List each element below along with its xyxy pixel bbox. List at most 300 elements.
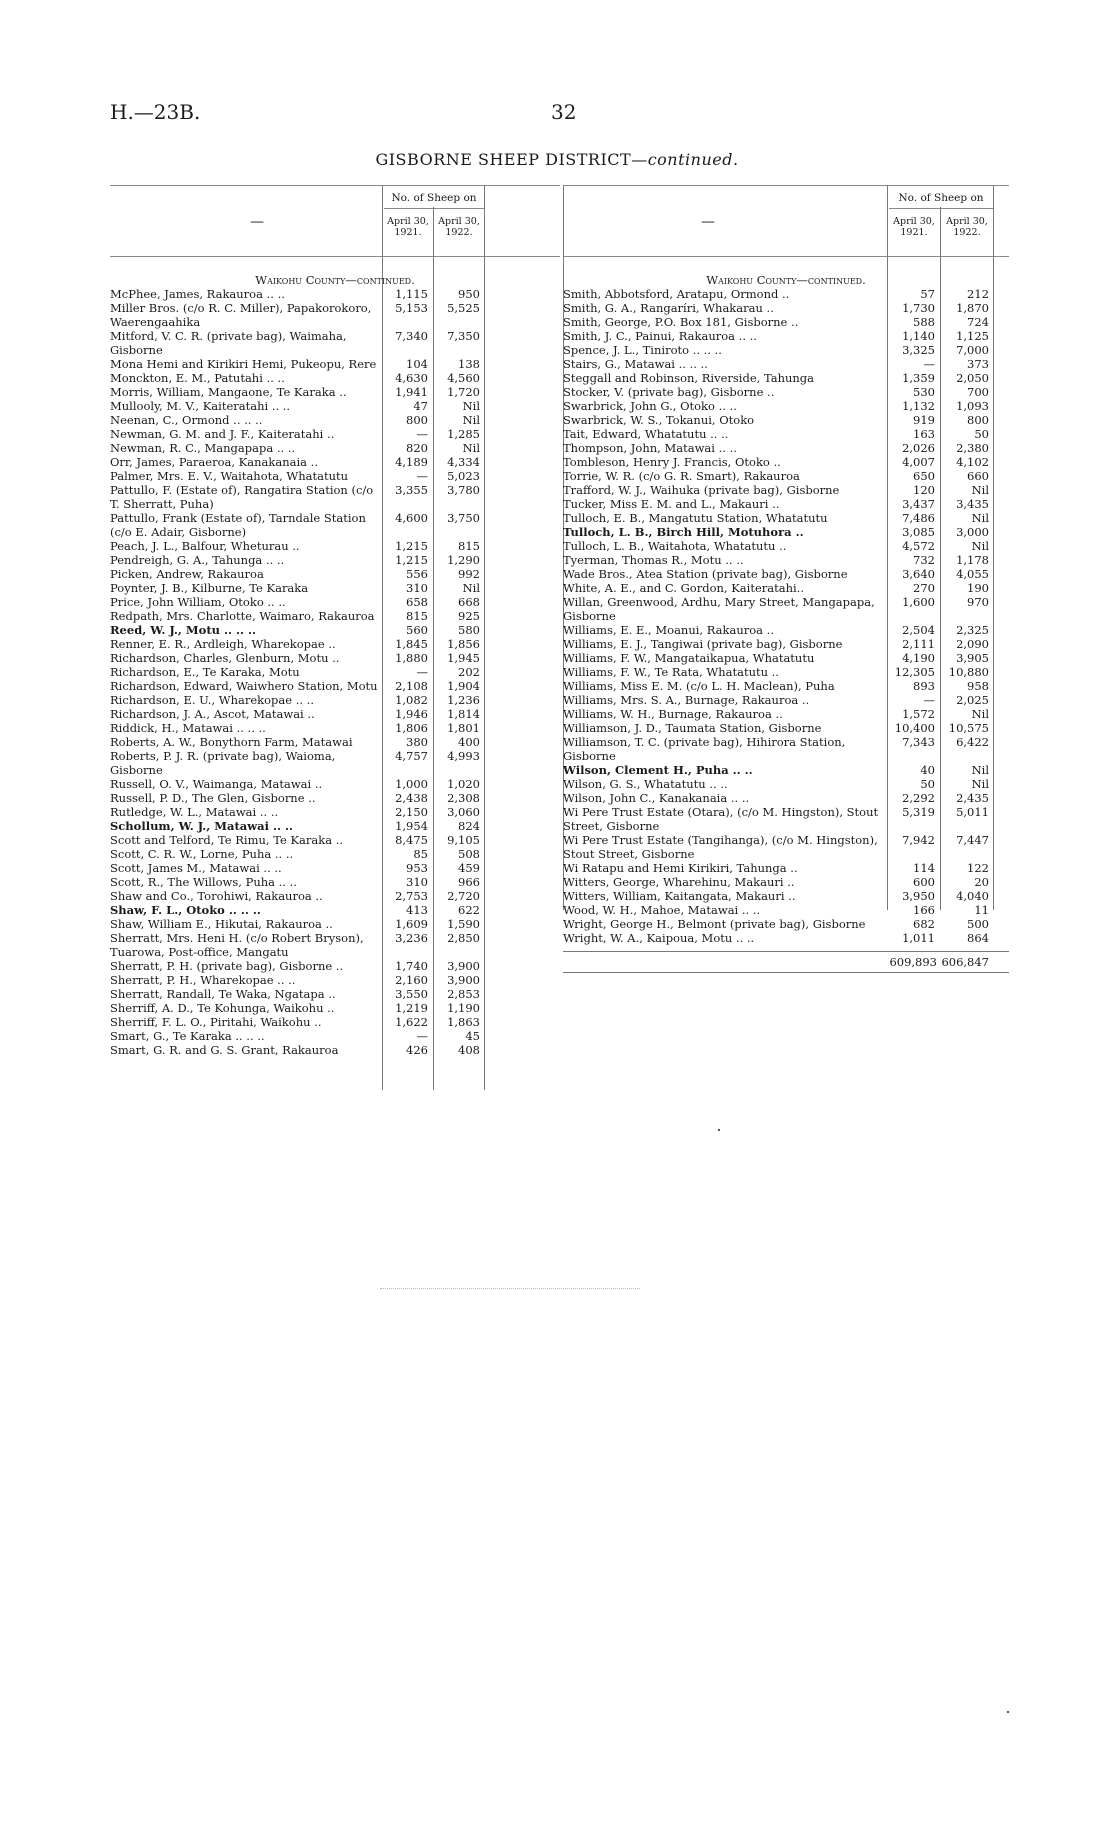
header-group-rule [384,208,484,209]
sheep-1921: 1,000 [395,777,428,791]
table-row [563,455,1009,469]
header-col-1921: April 30, 1921. [387,216,429,238]
sheep-1921: 3,085 [902,525,935,539]
sheep-1922: 1,720 [447,385,480,399]
table-row [563,707,1009,721]
sheep-1922: 3,060 [447,805,480,819]
sheep-1922: 11 [974,903,989,917]
sheep-1922: 2,308 [447,791,480,805]
sheep-1922: 2,853 [447,987,480,1001]
sheep-1921: 7,942 [902,833,935,847]
sheep-1921: 2,150 [395,805,428,819]
holder-name: Williams, F. W., Mangataikapua, Whatatutu [563,651,815,665]
table-row [563,413,1009,427]
sheep-1921: 530 [913,385,935,399]
table-row [110,917,560,931]
holder-name: Swarbrick, W. S., Tokanui, Otoko [563,413,755,427]
holder-name: Sherratt, Mrs. Heni H. (c/o Robert Bryson), Tuarowa, Post-office, Mangatu [110,931,364,959]
sheep-1922: 1,190 [447,1001,480,1015]
holder-name: Spence, J. L., Tiniroto .. .. .. [563,343,722,357]
holder-name: Willan, Greenwood, Ardhu, Mary Street, Mangapapa, Gisborne [563,595,875,623]
holder-name: Redpath, Mrs. Charlotte, Waimaro, Rakauroa [110,609,375,623]
table-row [110,973,560,987]
table-row [110,609,560,623]
sheep-1921: 4,189 [395,455,428,469]
table-row [110,693,560,707]
holder-name: Tulloch, L. B., Waitahota, Whatatutu .. [563,539,787,553]
sheep-1922: 2,090 [956,637,989,651]
sheep-1922: 500 [967,917,989,931]
table-row [563,581,1009,595]
sheep-1921: 4,630 [395,371,428,385]
sheep-1922: 400 [458,735,480,749]
sheep-1922: 3,900 [447,973,480,987]
holder-name: Shaw and Co., Torohiwi, Rakauroa .. [110,889,323,903]
sheep-1922: 1,945 [447,651,480,665]
table-row [563,441,1009,455]
sheep-1922: 5,011 [956,805,989,819]
table-row [563,889,1009,903]
table-row [563,371,1009,385]
holder-name: Smith, G. A., Rangaríri, Whakarau .. [563,301,774,315]
table-row [110,595,560,609]
sheep-1921: 380 [406,735,428,749]
sheep-1922: 1,904 [447,679,480,693]
header-group-label: No. of Sheep on [898,192,984,204]
document-reference: H.—23B. [110,100,201,124]
sheep-1922: 459 [458,861,480,875]
holder-name: Smart, G. R. and G. S. Grant, Rakauroa [110,1043,339,1057]
sheep-1922: 1,236 [447,693,480,707]
holder-name: Williams, Mrs. S. A., Burnage, Rakauroa .. [563,693,810,707]
table-row [110,735,560,749]
sheep-1922: 1,814 [447,707,480,721]
sheep-1922: 1,125 [956,329,989,343]
table-row [110,1043,560,1057]
table-row [563,511,1009,525]
right-rows [563,273,1009,973]
table-row [563,679,1009,693]
holder-name: Pattullo, F. (Estate of), Rangatira Station (c/o T. Sherratt, Puha) [110,483,374,511]
sheep-1921: 114 [913,861,935,875]
sheep-1922: 4,040 [956,889,989,903]
sheep-1922: Nil [971,763,989,777]
sheep-1921: — [416,469,428,483]
holder-name: Price, John William, Otoko .. .. [110,595,286,609]
sheep-1922: 2,380 [956,441,989,455]
holder-name: Schollum, W. J., Matawai .. .. [110,819,293,833]
sheep-1922: 1,856 [447,637,480,651]
holder-name: Wilson, John C., Kanakanaia .. .. [563,791,750,805]
sheep-1921: 7,486 [902,511,935,525]
sheep-1921: 4,007 [902,455,935,469]
sheep-1921: 2,292 [902,791,935,805]
sheep-1922: Nil [971,777,989,791]
sheep-1921: 1,115 [395,287,428,301]
sheep-1921: 1,011 [902,931,935,945]
table-row [563,385,1009,399]
table-row [563,903,1009,917]
holder-name: Williams, E. E., Moanui, Rakauroa .. [563,623,774,637]
sheep-1921: 953 [406,861,428,875]
holder-name: Roberts, A. W., Bonythorn Farm, Matawai [110,735,353,749]
holder-name: Peach, J. L., Balfour, Wheturau .. [110,539,300,553]
table-row [110,413,560,427]
holder-name: Mona Hemi and Kirikiri Hemi, Pukeopu, Rere [110,357,377,371]
sheep-1921: 104 [406,357,428,371]
header-group-rule [889,208,993,209]
sheep-1922: 202 [458,665,480,679]
table-row [110,651,560,665]
sheep-1921: — [416,427,428,441]
title-continued: continued. [647,150,739,169]
sheep-1922: 2,025 [956,693,989,707]
sheep-1921: 166 [913,903,935,917]
table-row [563,623,1009,637]
sheep-1921: 50 [920,777,935,791]
table-row [563,497,1009,511]
sheep-1921: 8,475 [395,833,428,847]
holder-name: Roberts, P. J. R. (private bag), Waioma, Gisborne [110,749,336,777]
sheep-1921: 4,572 [902,539,935,553]
holder-name: Wright, George H., Belmont (private bag), Gisborne [563,917,866,931]
sheep-1922: 2,325 [956,623,989,637]
totals-row [563,951,1009,973]
table-row [110,707,560,721]
sheep-1921: 2,026 [902,441,935,455]
sheep-1922: 4,560 [447,371,480,385]
page-title [0,150,1114,169]
sheep-1921: 3,236 [395,931,428,945]
sheep-1922: 1,870 [956,301,989,315]
holder-name: Stairs, G., Matawai .. .. .. [563,357,708,371]
table-row [110,385,560,399]
sheep-1922: 1,093 [956,399,989,413]
total-1921: 609,893 [889,955,937,969]
sheep-1921: 1,954 [395,819,428,833]
holder-name: Williamson, J. D., Taumata Station, Gisborne [563,721,822,735]
sheep-1922: 3,435 [956,497,989,511]
sheep-1922: 724 [967,315,989,329]
sheep-1921: — [923,357,935,371]
sheep-1921: 1,845 [395,637,428,651]
table-row [563,777,1009,791]
table-row [110,441,560,455]
left-table [110,185,560,1057]
sheep-1922: 4,055 [956,567,989,581]
table-row [110,399,560,413]
sheep-1922: 925 [458,609,480,623]
holder-name: Tulloch, L. B., Birch Hill, Motuhora .. [563,525,804,539]
table-row [563,469,1009,483]
sheep-1921: 588 [913,315,935,329]
sheep-1922: 45 [465,1029,480,1043]
page-number: 32 [551,100,577,124]
holder-name: Picken, Andrew, Rakauroa [110,567,264,581]
sheep-1921: — [923,693,935,707]
sheep-1921: — [416,665,428,679]
sheep-1922: 2,050 [956,371,989,385]
table-row [110,371,560,385]
holder-name: Smith, J. C., Painui, Rakauroa .. .. [563,329,757,343]
section-heading: Waikohu County—continued. [255,273,415,287]
sheep-1922: 1,290 [447,553,480,567]
sheep-1921: 600 [913,875,935,889]
sheep-1921: 3,640 [902,567,935,581]
sheep-1921: 310 [406,875,428,889]
right-table-header [563,185,1009,257]
sheep-1922: 815 [458,539,480,553]
holder-name: Tucker, Miss E. M. and L., Makauri .. [563,497,780,511]
table-row [110,623,560,637]
holder-name: Richardson, E. U., Wharekopae .. .. [110,693,314,707]
sheep-1922: 3,750 [447,511,480,525]
holder-name: Poynter, J. B., Kilburne, Te Karaka [110,581,309,595]
holder-name: Scott, C. R. W., Lorne, Puha .. .. [110,847,294,861]
sheep-1921: 413 [406,903,428,917]
table-row [110,329,560,357]
holder-name: Wi Pere Trust Estate (Otara), (c/o M. Hingston), Stout Street, Gisborne [563,805,879,833]
holder-name: Scott, James M., Matawai .. .. [110,861,282,875]
sheep-1921: 2,108 [395,679,428,693]
holder-name: Tyerman, Thomas R., Motu .. .. [563,553,744,567]
holder-name: Wilson, Clement H., Puha .. .. [563,763,753,777]
sheep-1921: 3,950 [902,889,935,903]
header-col-1921: April 30, 1921. [893,216,935,238]
holder-name: Pendreigh, G. A., Tahunga .. .. [110,553,285,567]
holder-name: Steggall and Robinson, Riverside, Tahunga [563,371,815,385]
table-row [563,357,1009,371]
table-row [110,287,560,301]
holder-name: Pattullo, Frank (Estate of), Tarndale Station (c/o E. Adair, Gisborne) [110,511,366,539]
sheep-1921: 1,941 [395,385,428,399]
holder-name: Wright, W. A., Kaipoua, Motu .. .. [563,931,755,945]
right-row-list [563,287,1009,945]
sheep-1922: 3,780 [447,483,480,497]
sheep-1922: 508 [458,847,480,861]
sheep-1922: 3,900 [447,959,480,973]
holder-name: Palmer, Mrs. E. V., Waitahota, Whatatutu [110,469,349,483]
sheep-1921: 1,215 [395,539,428,553]
sheep-1921: 820 [406,441,428,455]
holder-name: Morris, William, Mangaone, Te Karaka .. [110,385,347,399]
holder-name: Monckton, E. M., Patutahi .. .. [110,371,285,385]
holder-name: Swarbrick, John G., Otoko .. .. [563,399,737,413]
sheep-1921: 40 [920,763,935,777]
sheep-1922: 622 [458,903,480,917]
sheep-1921: 5,153 [395,301,428,315]
sheep-1922: 7,000 [956,343,989,357]
table-row [110,455,560,469]
header-label-dash: — [701,214,715,230]
sheep-1922: Nil [462,413,480,427]
table-row [110,791,560,805]
table-row [110,749,560,777]
sheep-1922: 5,023 [447,469,480,483]
sheep-1921: 682 [913,917,935,931]
sheep-1921: 3,355 [395,483,428,497]
sheep-1921: 1,730 [902,301,935,315]
table-row [110,567,560,581]
holder-name: Smith, George, P.O. Box 181, Gisborne .. [563,315,799,329]
header-col-1922: April 30, 1922. [438,216,480,238]
sheep-1922: 10,575 [948,721,989,735]
table-row [110,665,560,679]
sheep-1921: 2,160 [395,973,428,987]
sheep-1922: 7,447 [956,833,989,847]
table-row [110,987,560,1001]
sheep-1922: 1,178 [956,553,989,567]
sheep-1921: 2,111 [902,637,935,651]
holder-name: Orr, James, Paraeroa, Kanakanaia .. [110,455,318,469]
holder-name: Wi Ratapu and Hemi Kirikiri, Tahunga .. [563,861,798,875]
table-row [563,917,1009,931]
sheep-1921: 815 [406,609,428,623]
holder-name: Williams, W. H., Burnage, Rakauroa .. [563,707,783,721]
sheep-1922: 4,102 [956,455,989,469]
sheep-1922: 122 [967,861,989,875]
table-row [110,357,560,371]
sheep-1922: Nil [971,707,989,721]
sheep-1921: 800 [406,413,428,427]
holder-name: Stocker, V. (private bag), Gisborne .. [563,385,775,399]
right-table [563,185,1009,973]
holder-name: Torrie, W. R. (c/o G. R. Smart), Rakauroa [563,469,800,483]
table-row [563,665,1009,679]
sheep-1921: — [416,1029,428,1043]
holder-name: Richardson, E., Te Karaka, Motu [110,665,300,679]
table-row [110,805,560,819]
sheep-1922: 10,880 [948,665,989,679]
sheep-1922: 408 [458,1043,480,1057]
sheep-1921: 1,622 [395,1015,428,1029]
header-group-label: No. of Sheep on [391,192,477,204]
table-row [110,301,560,329]
sheep-1922: 958 [967,679,989,693]
sheep-1922: 1,863 [447,1015,480,1029]
total-1922: 606,847 [941,955,989,969]
holder-name: Richardson, J. A., Ascot, Matawai .. [110,707,315,721]
sheep-1921: 1,219 [395,1001,428,1015]
table-row [110,861,560,875]
sheep-1922: 212 [967,287,989,301]
table-row [563,525,1009,539]
table-row [110,553,560,567]
holder-name: Wade Bros., Atea Station (private bag), Gisborne [563,567,848,581]
sheep-1922: 580 [458,623,480,637]
sheep-1922: 1,801 [447,721,480,735]
sheep-1921: 650 [913,469,935,483]
sheep-1921: 893 [913,679,935,693]
table-row [563,343,1009,357]
sheep-1921: 1,359 [902,371,935,385]
section-heading: Waikohu County—continued. [706,273,866,287]
sheep-1921: 1,572 [902,707,935,721]
sheep-1921: 1,132 [902,399,935,413]
sheep-1922: 970 [967,595,989,609]
sheep-1921: 85 [413,847,428,861]
sheep-1921: 4,190 [902,651,935,665]
holder-name: Rutledge, W. L., Matawai .. .. [110,805,279,819]
holder-name: Williams, F. W., Te Rata, Whatatutu .. [563,665,779,679]
holder-name: McPhee, James, Rakauroa .. .. [110,287,285,301]
sheep-1921: 2,438 [395,791,428,805]
table-row [110,721,560,735]
sheep-1922: 2,850 [447,931,480,945]
table-row [563,483,1009,497]
left-row-list [110,287,560,1057]
holder-name: Russell, O. V., Waimanga, Matawai .. [110,777,323,791]
sheep-1922: 2,435 [956,791,989,805]
sheep-1922: Nil [462,581,480,595]
sheep-1922: 1,020 [447,777,480,791]
sheep-1921: 426 [406,1043,428,1057]
holder-name: Richardson, Edward, Waiwhero Station, Motu [110,679,378,693]
table-row [563,931,1009,945]
sheep-1922: 824 [458,819,480,833]
holder-name: Thompson, John, Matawai .. .. [563,441,737,455]
sheep-1921: 1,740 [395,959,428,973]
table-row [563,553,1009,567]
table-row [110,903,560,917]
sheep-1921: 4,600 [395,511,428,525]
table-row [563,763,1009,777]
sheep-1922: 138 [458,357,480,371]
holder-name: Renner, E. R., Ardleigh, Wharekopae .. [110,637,336,651]
holder-name: Sherratt, P. H., Wharekopae .. .. [110,973,296,987]
table-row [110,819,560,833]
holder-name: Sherriff, F. L. O., Piritahi, Waikohu .. [110,1015,322,1029]
holder-name: Sherratt, P. H. (private bag), Gisborne .. [110,959,344,973]
holder-name: Russell, P. D., The Glen, Gisborne .. [110,791,316,805]
table-row [110,931,560,959]
sheep-1921: 4,757 [395,749,428,763]
sheep-1922: 864 [967,931,989,945]
holder-name: Riddick, H., Matawai .. .. .. [110,721,266,735]
table-row [110,777,560,791]
table-row [110,581,560,595]
holder-name: Smith, Abbotsford, Aratapu, Ormond .. [563,287,790,301]
holder-name: Williamson, T. C. (private bag), Hihirora Station, Gisborne [563,735,846,763]
holder-name: Newman, R. C., Mangapapa .. .. [110,441,296,455]
sheep-1922: Nil [971,483,989,497]
sheep-1922: 50 [974,427,989,441]
sheep-1921: 5,319 [902,805,935,819]
holder-name: Tulloch, E. B., Mangatutu Station, Whatatutu [563,511,828,525]
sheep-1922: 4,993 [447,749,480,763]
sheep-1922: 800 [967,413,989,427]
table-row [110,1015,560,1029]
table-row [563,539,1009,553]
sheep-1921: 1,946 [395,707,428,721]
table-row [563,287,1009,301]
scan-speck [718,1129,720,1131]
sheep-1921: 2,504 [902,623,935,637]
sheep-1922: Nil [462,399,480,413]
table-row [110,847,560,861]
table-row [563,637,1009,651]
table-row [110,483,560,511]
sheep-1921: 919 [913,413,935,427]
table-row [563,301,1009,315]
holder-name: White, A. E., and C. Gordon, Kaiteratahi.. [563,581,804,595]
table-row [563,567,1009,581]
holder-name: Sherriff, A. D., Te Kohunga, Waikohu .. [110,1001,335,1015]
table-row [110,679,560,693]
table-row [563,329,1009,343]
holder-name: Mitford, V. C. R. (private bag), Waimaha, Gisborne [110,329,347,357]
sheep-1921: 163 [913,427,935,441]
